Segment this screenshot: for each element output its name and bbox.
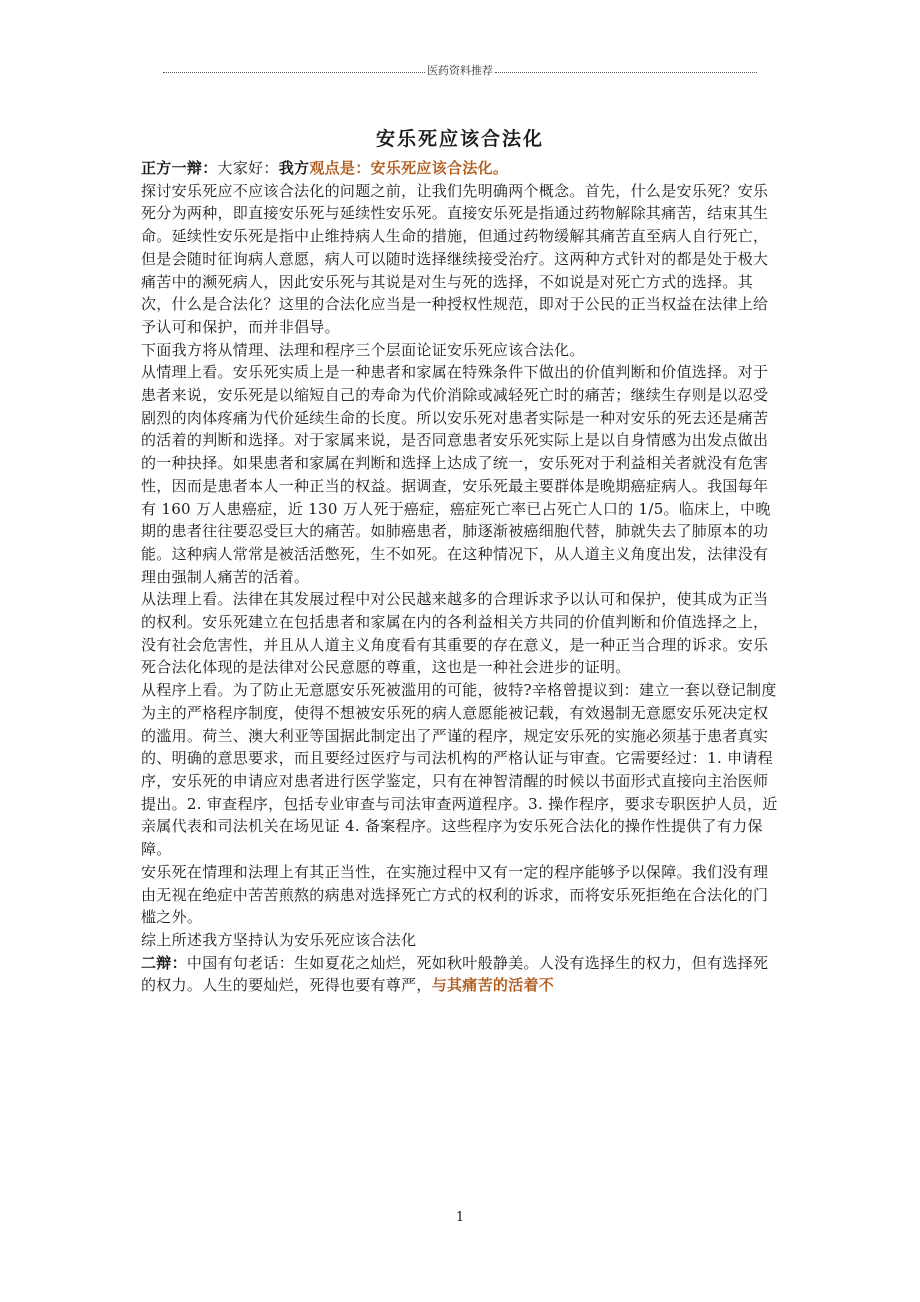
paragraph-law: 从法理上看。法律在其发展过程中对公民越来越多的合理诉求予以认可和保护，使其成为正当的权利。安乐死建立在包括患者和家属在内的各利益相关方共同的价值判断和价值选择之上，没有社会危害性，并且从人道主义角度看有其重要的存在意义，是一种正当合理的诉求。安乐死合法化体现的是法律对公民意愿的尊重，这也是一种社会进步的证明。 (141, 590, 769, 677)
document-body (141, 157, 781, 997)
page-header (163, 62, 757, 78)
paragraph-procedure: 从程序上看。为了防止无意愿安乐死被滥用的可能，彼特?辛格曾提议到：建立一套以登记制度为主的严格程序制度，使得不想被安乐死的病人意愿能被记载，有效遏制无意愿安乐死决定权的滥用。荷兰、澳大利亚等国据此制定出了严谨的程序，规定安乐死的实施必须基于患者真实的、明确的意思要求，而且要经过医疗与司法机构的严格认证与审查。它需要经过：1. 申请程序，安乐死的申请应对患者进行医学鉴定，只有在神智清醒的时候以书面形式直接向主治医师提出。2. 审查程序，包括专业审查与司法审查两道程序。3. 操作程序，要求专职医护人员，近亲属代表和司法机关在场见证 4. 备案程序。这些程序为安乐死合法化的操作性提供了有力保障。 (141, 681, 778, 859)
header-dots-right (495, 72, 757, 73)
greeting-text: 大家好： (217, 159, 279, 177)
paragraph-second-debater (141, 952, 781, 997)
header-text: 医药资料推荐 (427, 64, 493, 77)
paragraph-emotion: 从情理上看。安乐死实质上是一种患者和家属在特殊条件下做出的价值判断和价值选择。对于患者来说，安乐死是以缩短自己的寿命为代价消除或减轻死亡时的痛苦；继续生存则是以忍受剧烈的肉体疼痛为代价延续生命的长度。所以安乐死对患者实际是一种对安乐的死去还是痛苦的活着的判断和选择。对于家属来说，是否同意患者安乐死实际上是以自身情感为出发点做出的一种抉择。如果患者和家属在判断和选择上达成了统一，安乐死对于利益相关者就没有危害性，因而是患者本人一种正当的权益。据调查，安乐死最主要群体是晚期癌症病人。我国每年有 160 万人患癌症，近 130 万人死于癌症，癌症死亡率已占死亡人口的 1/5。临床上，中晚期的患者往往要忍受巨大的痛苦。如肺癌患者，肺逐渐被癌细胞代替，肺就失去了肺原本的功能。这种病人常常是被活活憋死，生不如死。在这种情况下，从人道主义角度出发，法律没有理由强制人痛苦的活着。 (141, 363, 771, 586)
stance-highlight: 观点是：安乐死应该合法化。 (309, 159, 509, 177)
paragraph-conclusion: 综上所述我方坚持认为安乐死应该合法化 (141, 930, 417, 949)
stance-prefix: 我方 (278, 159, 310, 177)
paragraph-definitions: 探讨安乐死应不应该合法化的问题之前，让我们先明确两个概念。首先，什么是安乐死？安乐死分为两种，即直接安乐死与延续性安乐死。直接安乐死是指通过药物解除其痛苦，结束其生命。延续性安乐死是指中止维持病人生命的措施，但通过药物缓解其痛苦直至病人自行死亡，但是会随时征询病人意愿，病人可以随时选择继续接受治疗。这两种方式针对的都是处于极大痛苦中的濒死病人，因此安乐死与其说是对生与死的选择，不如说是对死亡方式的选择。其次，什么是合法化？这里的合法化应当是一种授权性规范，即对于公民的正当权益在法律上给予认可和保护，而并非倡导。 (141, 181, 769, 336)
second-debater-text: 中国有句老话：生如夏花之灿烂，死如秋叶般静美。人没有选择生的权力，但有选择死的权力。人生的要灿烂，死得也要有尊严， (141, 953, 769, 995)
paragraph-opening (141, 157, 781, 180)
page-number: 1 (455, 1210, 465, 1225)
document-title: 安乐死应该合法化 (375, 128, 544, 150)
paragraph-outline: 下面我方将从情理、法理和程序三个层面论证安乐死应该合法化。 (141, 340, 585, 359)
speaker-label: 二辩： (141, 953, 187, 972)
paragraph-summary: 安乐死在情理和法理上有其正当性，在实施过程中又有一定的程序能够予以保障。我们没有理由无视在绝症中苦苦煎熬的病患对选择死亡方式的权利的诉求，而将安乐死拒绝在合法化的门槛之外。 (141, 862, 769, 927)
header-dots-left (163, 72, 425, 73)
second-debater-highlight: 与其痛苦的活着不 (431, 976, 555, 995)
speaker-label: 正方一辩： (141, 159, 218, 177)
